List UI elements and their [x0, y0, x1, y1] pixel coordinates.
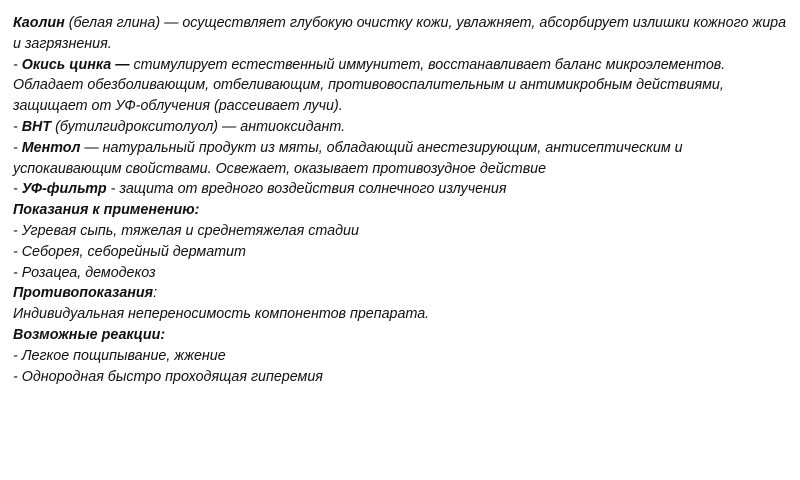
section-heading: Возможные реакции:	[13, 326, 166, 343]
ingredient-prefix: -	[13, 118, 22, 135]
indication-item: - Розацеа, демодекоз	[13, 264, 156, 281]
ingredient-name: ВНТ	[21, 118, 52, 135]
section-heading: Противопоказания	[13, 285, 154, 302]
reactions-heading	[13, 325, 793, 346]
ingredient-prefix: -	[13, 181, 22, 198]
ingredient-text: - защита от вредного воздействия солнечного излучения	[106, 181, 507, 198]
ingredient-zinc-oxide	[13, 55, 793, 117]
ingredient-prefix: -	[13, 139, 22, 156]
ingredient-name: Каолин	[13, 15, 65, 31]
section-heading: Показания к применению:	[13, 202, 200, 219]
indication-item: - Себорея, себорейный дерматит	[13, 243, 246, 260]
ingredient-text: стимулирует естественный иммунитет, восстанавливает баланс микроэлементов. Обладает обезболивающим, отбеливающим, противовоспалительным и антимикробным действиями, защищает от УФ-облучения (рассеивает лучи).	[13, 56, 726, 115]
ingredient-menthol	[13, 138, 793, 180]
contraindications-text: Индивидуальная непереносимость компонентов препарата.	[13, 306, 430, 323]
reaction-item: - Однородная быстро проходящая гиперемия	[13, 368, 323, 385]
ingredient-bht	[13, 117, 793, 138]
reaction-item: - Легкое пощипывание, жжение	[13, 347, 226, 364]
indications-heading	[13, 200, 793, 221]
product-description	[13, 13, 793, 387]
ingredient-kaolin	[13, 13, 793, 55]
contraindications-heading	[13, 283, 793, 304]
heading-colon: :	[153, 285, 158, 302]
ingredient-prefix: -	[13, 56, 22, 73]
ingredient-text: (белая глина) — осуществляет глубокую очистку кожи, увлажняет, абсорбирует излишки кожного жира и загрязнения.	[13, 15, 787, 52]
ingredient-name: Окись цинка —	[21, 56, 130, 73]
ingredient-text: (бутилгидрокситолуол) — антиоксидант.	[51, 118, 346, 135]
ingredient-uv-filter	[13, 179, 793, 200]
ingredient-name: Ментол	[21, 139, 81, 156]
indication-item: - Угревая сыпь, тяжелая и среднетяжелая стадии	[13, 222, 359, 239]
ingredient-name: УФ-фильтр	[21, 181, 107, 198]
ingredient-text: — натуральный продукт из мяты, обладающий анестезирующим, антисептическим и успокаивающим свойствами. Освежает, оказывает противозудное действие	[13, 139, 683, 177]
